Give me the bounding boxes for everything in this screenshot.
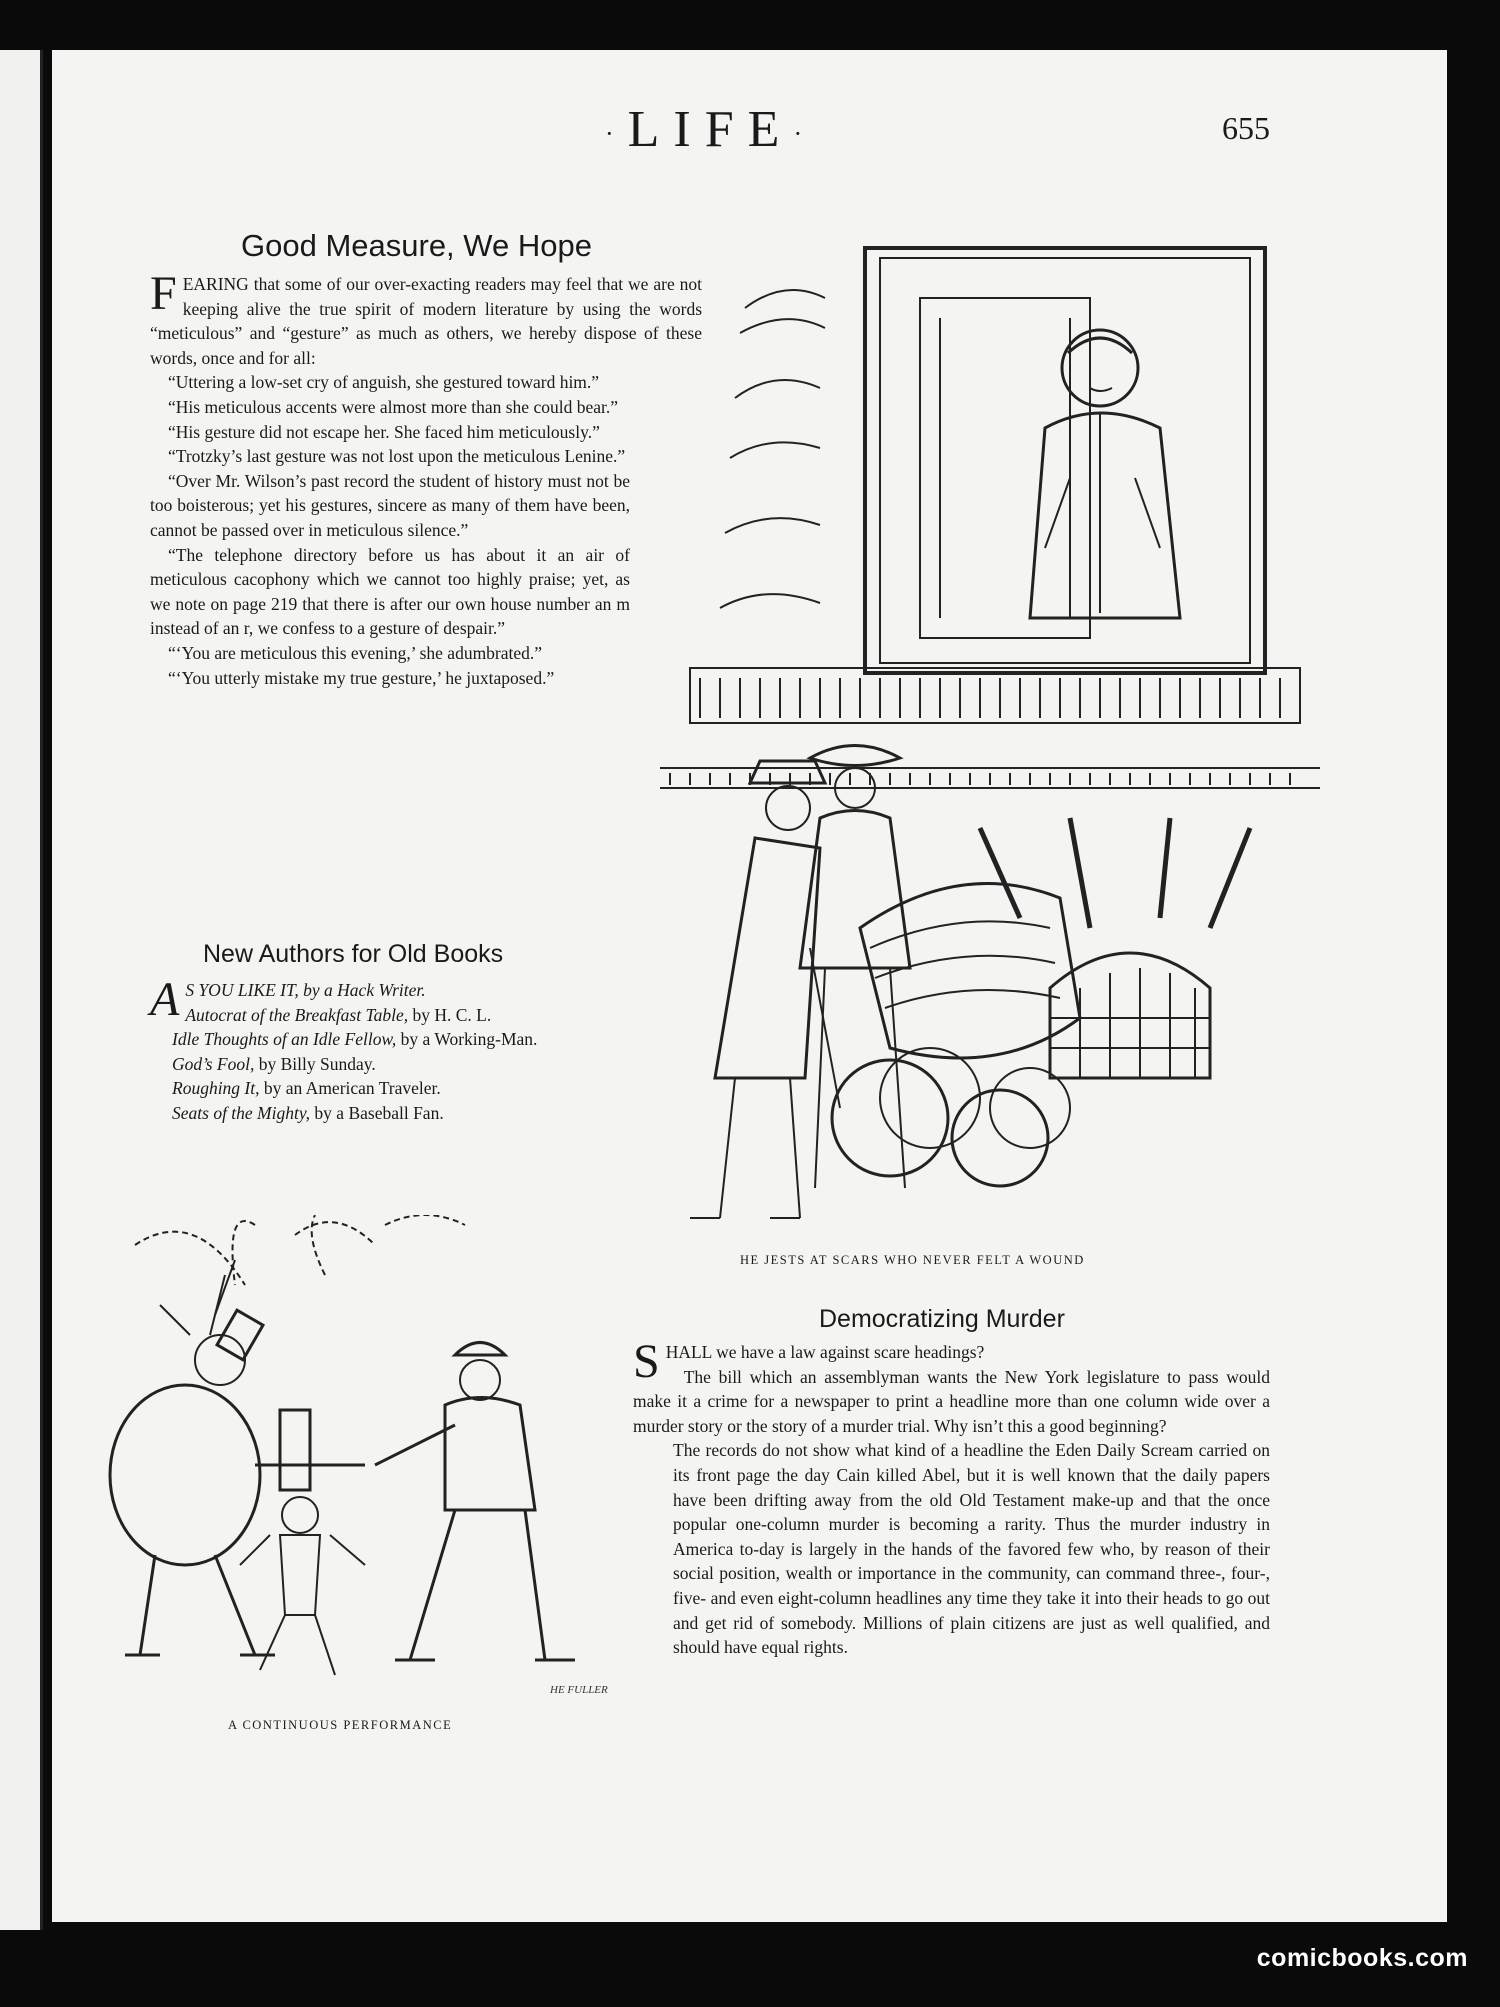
watermark: comicbooks.com bbox=[1256, 1944, 1468, 1972]
paragraph: “‘You are meticulous this evening,’ she adumbrated.” bbox=[168, 642, 543, 663]
list-item: Autocrat of the Breakfast Table, by H. C. L. bbox=[185, 1004, 492, 1025]
article-body-new-authors bbox=[150, 973, 542, 1126]
artist-signature: HE FULLER bbox=[550, 1684, 608, 1695]
article-body-good-measure bbox=[150, 267, 702, 690]
paragraph: The records do not show what kind of a headline the Eden Daily Scream carried on its front page the day Cain killed Abel, but it is well known that the daily papers have been drifting away from the old Old Testament make-up and that the once popular one-column murder is becoming a rarity. Thus the murder industry in America to-day is largely in the hands of the favored few who, by reason of their social position, wealth or importance in the community, can command three-, four-, five- and even eight-column headlines any time they take it into their heads to go out and get rid of somebody. Millions of plain citizens are just as well qualified, and should have equal rights. bbox=[673, 1440, 1270, 1658]
paragraph: “His meticulous accents were almost more than she could bear.” bbox=[168, 396, 618, 417]
paragraph: “Uttering a low-set cry of anguish, she gestured toward him.” bbox=[168, 372, 600, 393]
caption-top-illustration: HE JESTS AT SCARS WHO NEVER FELT A WOUND bbox=[740, 1253, 1085, 1267]
illustration-jests-at-scars bbox=[650, 228, 1330, 1228]
drop-cap: S bbox=[633, 1335, 660, 1388]
masthead-title: LIFE bbox=[627, 101, 794, 158]
list-item: Roughing It, by an American Traveler. bbox=[172, 1078, 441, 1099]
list-item: A S YOU LIKE IT, by a Hack Writer. bbox=[150, 973, 426, 1026]
article-title-good-measure: Good Measure, We Hope bbox=[241, 228, 592, 263]
masthead: ·LIFE· bbox=[605, 101, 817, 158]
list-item: Seats of the Mighty, by a Baseball Fan. bbox=[172, 1102, 444, 1123]
paragraph: “The telephone directory before us has about it an air of meticulous cacophony which we cannot too highly praise; yet, as we note on page 219 that there is after our own house number an m instead of an r, we confess to a gesture of despair.” bbox=[150, 544, 630, 639]
page-number: 655 bbox=[1222, 110, 1270, 146]
illustration-continuous-performance bbox=[95, 1215, 620, 1695]
article-body-democratizing-murder bbox=[633, 1335, 1270, 1660]
drop-cap: F bbox=[150, 267, 177, 320]
article-title-new-authors: New Authors for Old Books bbox=[203, 940, 504, 968]
paragraph: “Over Mr. Wilson’s past record the student of history must not be too boisterous; yet his gestures, sincere as many of them have been, cannot be passed over in meticulous silence.” bbox=[150, 470, 630, 540]
paragraph: “‘You utterly mistake my true gesture,’ he juxtaposed.” bbox=[168, 667, 555, 688]
paragraph: The bill which an assemblyman wants the New York legislature to pass would make it a crime for a newspaper to print a headline more than one column wide over a murder story or the story of a murder trial. Why isn’t this a good beginning? bbox=[633, 1366, 1270, 1436]
paragraph: “Trotzky’s last gesture was not lost upon the meticulous Lenine.” bbox=[168, 446, 626, 467]
caption-bottom-illustration: A CONTINUOUS PERFORMANCE bbox=[228, 1718, 453, 1732]
adjacent-page-edge bbox=[0, 50, 43, 1930]
paragraph: “His gesture did not escape her. She faced him meticulously.” bbox=[168, 421, 600, 442]
article-title-democratizing-murder: Democratizing Murder bbox=[819, 1305, 1065, 1333]
list-item: Idle Thoughts of an Idle Fellow, by a Working-Man. bbox=[172, 1029, 538, 1050]
first-paragraph: FEARING that some of our over-exacting readers may feel that we are not keeping alive the true spirit of modern literature by using the words “meticulous” and “gesture” as much as others, we hereby dispose of these words, once and for all: bbox=[150, 267, 702, 368]
list-item: God’s Fool, by Billy Sunday. bbox=[172, 1053, 376, 1074]
first-paragraph: SHALL we have a law against scare headings? bbox=[633, 1335, 985, 1388]
drop-cap: A bbox=[150, 973, 180, 1026]
